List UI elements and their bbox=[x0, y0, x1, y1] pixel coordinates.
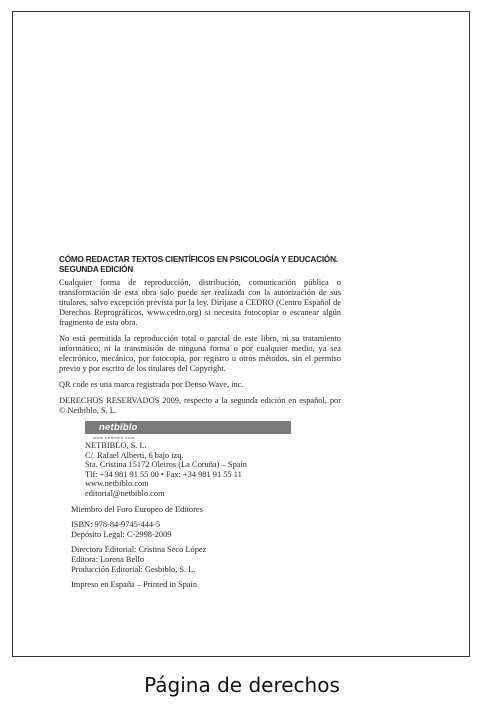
rights-reserved: DERECHOS RESERVADOS 2009, respecto a la segunda edición en español, por © Netbiblo, S. L. bbox=[59, 396, 341, 415]
address-line: editorial@netbiblo.com bbox=[85, 488, 165, 498]
membership-block bbox=[71, 505, 341, 515]
address-line: NETBIBLO, S. L. bbox=[85, 441, 147, 450]
reproduction-notice: Cualquier forma de reproducción, distribución, comunicación pública o transformación de esta obra solo puede ser realizada con la autorización de sus titulares, salvo excepción prevista por la ley. Diríjase a CEDRO (Centro Español de Derechos Reprográficos, www.cedro.org) si necesita fotocopiar o escanear algún fragmento de esta obra. bbox=[59, 278, 341, 327]
isbn-block bbox=[71, 520, 341, 539]
permission-notice: No está permitida la reproducción total o parcial de este libro, ni su tratamiento informático, ni la transmisión de ninguna forma o por cualquier medio, ya sea electrónico, mecánico, por fotocopia, por registro u otros métodos, sin el permiso previo y por escrito de los titulares del Copyright. bbox=[59, 334, 341, 373]
book-title-line: SEGUNDA EDICIÓN bbox=[59, 265, 134, 274]
page-caption: Página de derechos bbox=[144, 673, 340, 697]
staff-line: Directora Editorial: Cristina Seco López bbox=[71, 545, 207, 555]
printed-block bbox=[71, 580, 341, 590]
staff-line: Producción Editorial: Gesbiblo, S. L. bbox=[71, 564, 196, 574]
address-line: Sta. Cristina 15172 Oleiros (La Coruña) – Spain bbox=[85, 460, 247, 470]
publisher-logo-text: netbiblo bbox=[99, 422, 138, 433]
book-title-line: CÓMO REDACTAR TEXTOS CIENTÍFICOS EN PSICOLOGÍA Y EDUCACIÓN. bbox=[59, 255, 338, 264]
copyright-content bbox=[59, 255, 341, 596]
staff-line: Editora: Lorena Bello bbox=[71, 554, 145, 564]
staff-block bbox=[71, 545, 341, 574]
publisher-logo-url: www.netbiblo.com bbox=[93, 435, 135, 440]
publisher-address bbox=[85, 441, 341, 499]
address-line: www.netbiblo.com bbox=[85, 479, 149, 489]
publisher-logo bbox=[85, 421, 291, 434]
address-line: C/. Rafael Alberti, 6 bajo izq. bbox=[85, 450, 184, 460]
membership-line: Miembro del Foro Europeo de Editores bbox=[71, 504, 203, 514]
page-frame bbox=[12, 11, 470, 657]
address-line: Tlf: +34 981 91 55 00 • Fax: +34 981 91 55 11 bbox=[85, 469, 242, 479]
trademark-notice: QR code es una marca registrada por Denso Wave, inc. bbox=[59, 380, 244, 389]
book-title bbox=[59, 255, 341, 275]
isbn-line: ISBN: 978-84-9745-444-5 bbox=[71, 520, 161, 530]
legal-deposit-line: Depósito Legal: C-2998-2009 bbox=[71, 529, 172, 539]
printed-line: Impreso en España – Printed in Spain bbox=[71, 580, 198, 590]
